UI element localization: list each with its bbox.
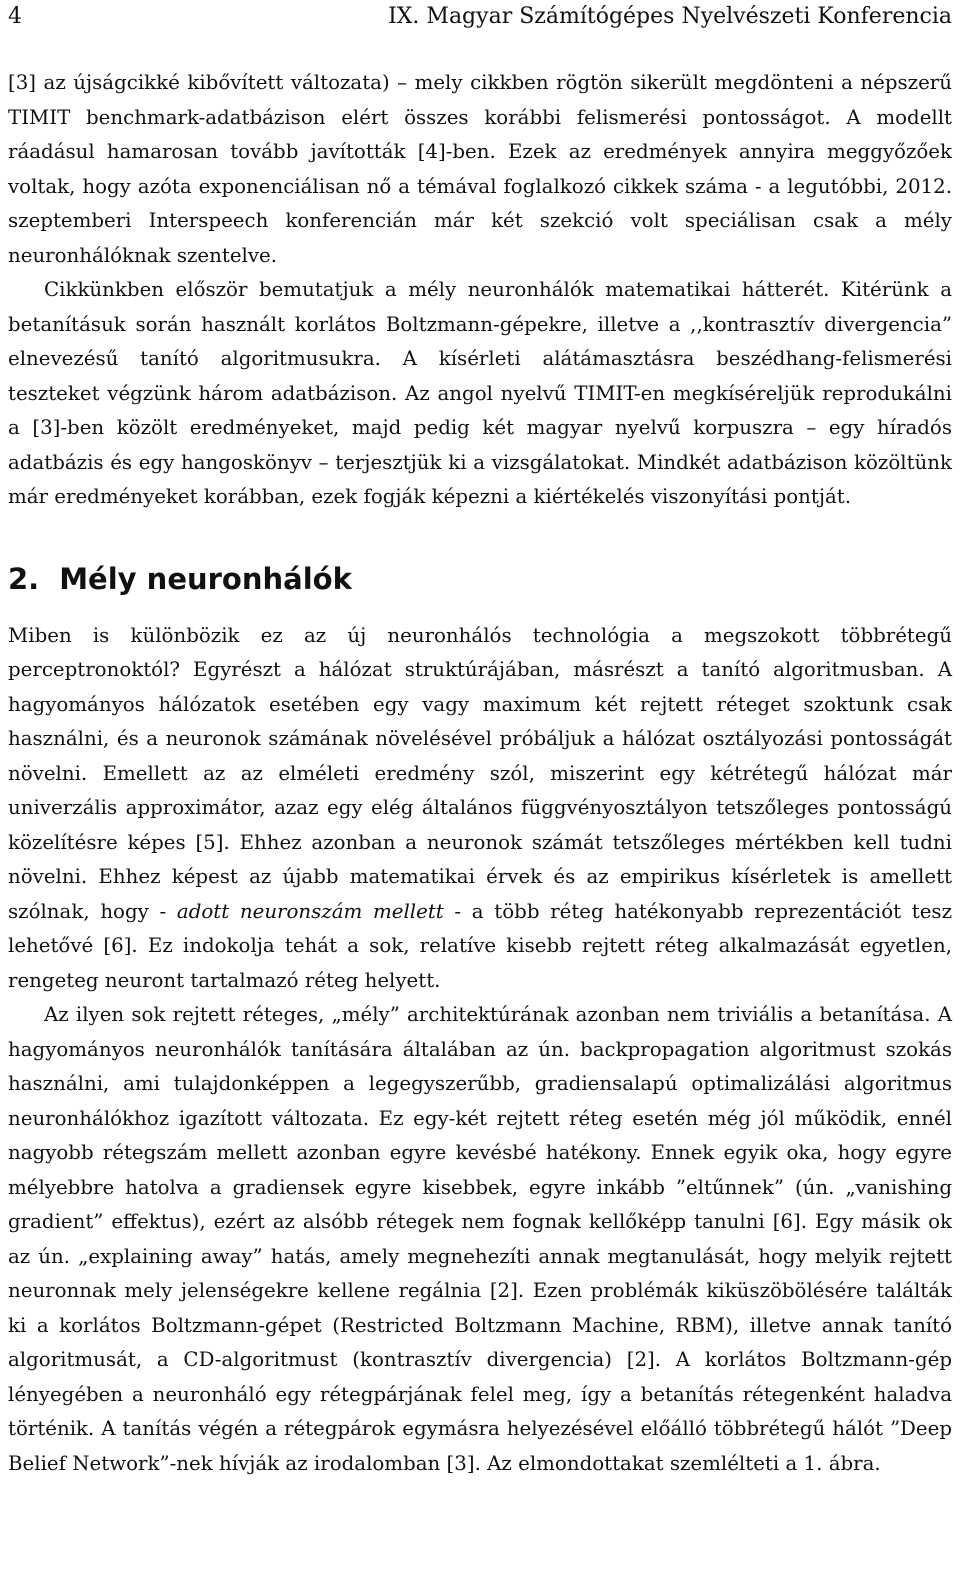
page-body [8, 66, 952, 1481]
emphasis-phrase: adott neuronszám mellett [176, 899, 444, 923]
intro-paragraph-1: [3] az újságcikké kibővített változata) – mely cikkben rögtön sikerült megdönteni a népszerű TIMIT benchmark-adatbázison elért összes korábbi felismerési pontosságot. A modellt ráadásul hamarosan tovább javították [4]-ben. Ezek az eredmények annyira meggyőzőek voltak, hogy azóta exponenciálisan nő a témával foglalkozó cikkek száma - a legutóbbi, 2012. szeptemberi Interspeech konferencián már két szekció volt speciálisan csak a mély neuronhálóknak szentelve. [8, 71, 952, 267]
page-header [8, 0, 952, 38]
page-number: 4 [8, 4, 22, 29]
section-paragraph-2: Az ilyen sok rejtett réteges, „mély” architektúrának azonban nem triviális a betanítása. A hagyományos neuronhálók tanítására általában az ún. backpropagation algoritmust szokás használni, ami tulajdonképpen a legegyszerűbb, gradiensalapú optimalizálási algoritmus neuronhálókhoz igazított változata. Ez egy-két rejtett réteg esetén még jól működik, ennél nagyobb rétegszám mellett azonban egyre kevésbé hatékony. Ennek egyik oka, hogy egyre mélyebbre hatolva a gradiensek egyre kisebbek, egyre inkább ”eltűnnek” (ún. „vanishing gradient” effektus), ezért az alsóbb rétegek nem fognak kellőképp tanulni [6]. Egy másik ok az ún. „explaining away” hatás, amely megnehezíti annak megtanulását, hogy melyik rejtett neuronnak mely jelenségekre kellene regálnia [2]. Ezen problémák kiküszöbölésére találták ki a korlátos Boltzmann-gépet (Restricted Boltzmann Machine, RBM), illetve annak tanító algoritmusát, a CD-algoritmust (kontrasztív divergencia) [2]. A korlátos Boltzmann-gép lényegében a neuronháló egy rétegpárjának felel meg, így a betanítás rétegenként haladva történik. A tanítás végén a rétegpárok egymásra helyezésével előálló többrétegű hálót ”Deep Belief Network”-nek hívják az irodalomban [3]. Az elmondottakat szemlélteti a 1. ábra. [8, 1003, 952, 1475]
running-title: IX. Magyar Számítógépes Nyelvészeti Konferencia [388, 4, 952, 29]
section-paragraph-1 [8, 619, 952, 999]
section-title: Mély neuronhálók [59, 561, 352, 596]
section-paragraph-1-text-a: Miben is különbözik ez az új neuronhálós technológia a megszokott többrétegű perceptronoktól? Egyrészt a hálózat struktúrájában, másrészt a tanító algoritmusban. A hagyományos hálózatok esetében egy vagy maximum két rejtett réteget szoktunk csak használni, és a neuronok számának növelésével próbáljuk a hálózat osztályozási pontosságát növelni. Emellett az az elméleti eredmény szól, miszerint egy kétrétegű hálózat már univerzális approximátor, azaz egy elég általános függvényosztályon tetszőleges pontosságú közelítésre képes [5]. Ehhez azonban a neuronok számát tetszőleges mértékben kell tudni növelni. Ehhez képest az újabb matematikai érvek és az empirikus kísérletek is amellett szólnak, hogy - [8, 623, 952, 923]
intro-paragraph-2: Cikkünkben először bemutatjuk a mély neuronhálók matematikai hátterét. Kitérünk a betanításuk során használt korlátos Boltzmann-gépekre, illetve a ,,kontrasztív divergencia” elnevezésű tanító algoritmusukra. A kísérleti alátámasztásra beszédhang-felismerési teszteket végzünk három adatbázison. Az angol nyelvű TIMIT-en megkíséreljük reprodukálni a [3]-ben közölt eredményeket, majd pedig két magyar nyelvű korpuszra – egy híradós adatbázis és egy hangoskönyv – terjesztjük ki a vizsgálatokat. Mindkét adatbázison közöltünk már eredményeket korábban, ezek fogják képezni a kiértékelés viszonyítási pontját. [8, 278, 952, 508]
section-heading [8, 559, 952, 599]
section-number: 2. [8, 561, 40, 596]
section-paragraph-1-text-b: - a több réteg hatékonyabb reprezentációt tesz lehetővé [6]. Ez indokolja tehát a sok, relatíve kisebb rejtett réteg alkalmazását egyetlen, rengeteg neuront tartalmazó réteg helyett. [8, 899, 952, 992]
